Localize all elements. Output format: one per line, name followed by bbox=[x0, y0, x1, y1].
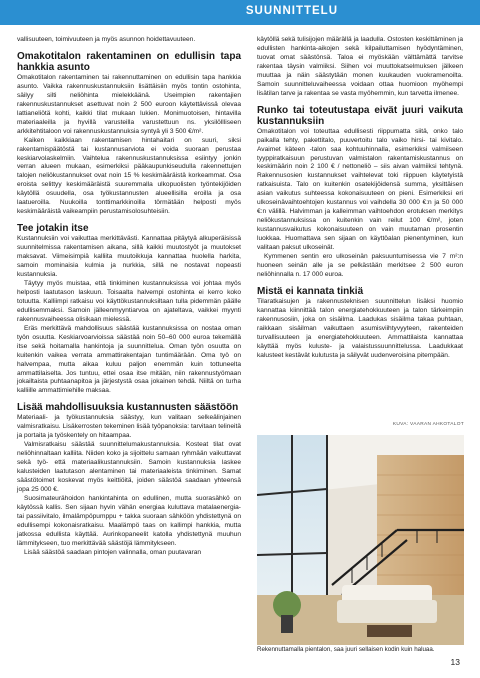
paragraph: Eräs merkittävä mahdollisuus säästää kustannuksissa on nostaa oman työn osuutta. Keskiarvoarvioissa säästää noin 50–60 000 euroa tekemällä itse sekä hoitamalla hankintoja ja suunnittelua. Oman työn osuutta on kuitenkin vaikea verrata ammattirakentajan tuntimäärään. Oma työ on halvempaa, mutta aikaa kuluu paljon enemmän kuin tottuneelta ammattilaiselta. Jos tuntuu, ettei osaa itse mitään, niin rakennustyömaan jokailtaista puhtaanapitoa ja järjestystä osaa jokainen tehdä. Niiltä on turha kalliille ammattimiehille maksaa. bbox=[17, 324, 241, 395]
heading: Lisää mahdollisuuksia kustannusten säästöön bbox=[17, 402, 239, 414]
heading: Mistä ei kannata tinkiä bbox=[257, 285, 364, 297]
paragraph: Kymmenen sentin ero ulkoseinän paksuuntumisessa vie 7 m²:n huoneen seinän alle ja se pelkästään merkitsee 2 500 euron neliöhinnalla n. 17 000 euroa. bbox=[257, 253, 463, 278]
paragraph: Lisää säästöä saadaan pintojen valinnalla, oman puutavaran bbox=[24, 548, 202, 556]
paragraph: Materiaali- ja työkustannuksia säästyy, kun valitaan selkeälinjainen valmisratkaisu. Lisäkerrosten tekeminen lisää työpanoksia: tarvitaan telineitä ja portaita ja työskentely on hitaampaa. bbox=[17, 414, 241, 440]
paragraph: Kaiken kaikkiaan rakentamisen hintahaitari on suuri, siksi rakentamispäätöstä tai kustannusarviota ei voida suoraan perustaa keskiarvolaskelmiin. Vaihtelua rakennuskustannuksissa esiintyy jonkin verran alueen mukaan, esimerkiksi pääkaupunkiseudulla rakennettujen talojen neliökustannukset ovat noin 15 % keskimääräistä korkeammat. Osa eroista selittyy keskimääräistä suuremmalla ulkopuolisten työntekijöiden käytöllä osuudella, osa työkustannusten alueellisilla eroilla ja osa laatueroilla. Nuukoilla tonttimarkkinoilla törmätään helposti myös keskimääräistä vaikeampiin perustamisolosuhteisiin. bbox=[17, 136, 241, 216]
heading: Omakotitalon rakentaminen on edullisin tapa hankkia asunto bbox=[17, 50, 241, 73]
section-header-bar bbox=[0, 0, 480, 25]
paragraph: Valmisratkaisu säästää suunnittelumakustannuksia. Kosteat tilat ovat neliöhinnaltaan kalliita. Niiden koko ja sijoittelu samaan ryhmään vaikuttavat sekä työ- että materiaalikustannuksiin. Samoin kustannuksia laskee kalusteiden laatutason alentaminen tai materiaaleista tinkiminen. Samat säästötoimet koskevat myös keittiöitä, joiden säästöä saadaan yhteensä jopa 25 000 €. bbox=[17, 441, 241, 493]
paragraph: käytöllä sekä tulisijojen määrällä ja laadulla. Ostosten keskittäminen ja edullisten hankinta-aikojen sekä kilpailuttamisen hyödyntäminen, tuovat omat säästönsä. Taloa ei myöskään välttämättä tarvitse rakentaa täysin valmiiksi. Siihen voi muuttokatselmuksen jälkeen muuttaa ja näin säästytään monen kuukauden vuokramenoilta. Samoin suunnitteluvaiheessa voidaan ottaa huomioon myöhempi lisätilan tarve ja rakentaa se vasta myöhemmin, kun tarvetta ilmenee. bbox=[257, 36, 463, 97]
paragraph: Omakotitalon voi toteuttaa edullisesti riippumatta siitä, onko talo paikalla tehty, pakettitalo, puuvertoitu talo vaiko hirsi- tai kivitalo. Avaimet käteen -talon saa kohtuuhinnalla, esimerkiksi valmiiseen tyyppiratkaisuun perustuvan valmistalon rakentamiskustannus on keskimäärin noin 2 100 € / nettoneliö – siis aivan valmiiksi tehtynä. Rakennusosien kustannukset vaihtelevat toki riippuen käytetyistä ratkaisuista. Talo on kuitenkin osatekijöidensä summa, yksittäisen asian vaikutus suhteessa kokonaisuuteen on pieni. Esimerkiksi eri ulkoseinävaihtoehtojen kustannus voi vaihdella 30 000 €:n ja 50 000 €:n välillä. Halvimman ja kalleimman vaihtoehdon erotuksen merkitys neliökustannuksissa on kuitenkin vain reilut 100 €/m², joten kustannusvaikutus kokonaisuuteen on vain muutaman prosentin luokkaa. Huomattava sen sijaan on käyttöalan pienentyminen, kun valitaan paksut ulkoseinät. bbox=[257, 127, 463, 252]
photo-credit: KUVA: VAARAN AHKOTALOT bbox=[392, 422, 464, 427]
paragraph: Omakotitalon rakentaminen tai rakennuttaminen on edullisin tapa hankkia asunto. Vaikka rakennuskustannuksiin lisättäisiin myös tontin ostohinta, säilyy silti neliöhinta mielekkäänä. Useimpien rakentajien rakennuskustannukset asettuvat noin 2 500 euroon käytettävissä olevaa lattianeliötä kohti, kaikki tilat mukaan lukien. Monimuotoisen, hintavilla materiaaleilla ja hyvillä varusteilla varustettuun ns. yksilöllliseen arkkitehtitaloon voi rakennuskustannuksia syntyä yli 3 500 €/m². bbox=[17, 73, 241, 135]
paragraph: Suosimateurähoidon hankintahinta on edullinen, mutta suorasähkö on käytössä kallis. Sen sijaan hyvin vähän energiaa kuluttava matalaenergia- tai passiivitalo, ilmalämpöpumppu + takka suoraan sähköön yhdistettynä on edullisempi kokonaisratkaisu. Maalämpö taas on kallimpi hankkia, mutta jatkossa edullista käyttää. Aurinkopaneelit katolla yhdistettynä muuhun lämmitykseen, tuo merkittävää säästöjä lämmitykseen. bbox=[17, 494, 241, 547]
paragraph: Tilaratkaisujen ja rakennusteknisen suunnittelun lisäksi huomio kannattaa kiinnittää talon energiatehokkuuteen ja talon tärkeimpiin rakennusosiin, joka on sisäilma. Laadukas sisäilma takaa puhtaan, raikkaan sisäilman vaikuttaen asumisviihtyvyyteen, rakenteiden turvallisuuteen ja energiatehokkuuteen. Ammattilaista kannattaa käyttää myös kuluste- ja valaistussuunnittelussa. Laadukkaat kalusteet kestävät kulutusta ja säilyvät uudenveroisina pitempään. bbox=[257, 297, 463, 359]
page-number: 13 bbox=[450, 657, 460, 667]
heading: Runko tai toteutustapa eivät juuri vaikuta kustannuksiin bbox=[257, 104, 463, 127]
section-title: SUUNNITTELU bbox=[245, 5, 338, 17]
photo-caption: Rekennuttamalla pientalon, saa juuri sellaisen kodin kuin haluaa. bbox=[257, 646, 435, 653]
paragraph: vallisuuteen, toimivuuteen ja myös asunnon hoidettavuuteen. bbox=[17, 36, 196, 43]
left-column bbox=[17, 36, 241, 558]
paragraph: Täytyy myös muistaa, että tinkiminen kustannuksissa voi johtaa myös helposti laatutason laskuun. Toisaalta halvempi ostohinta ei kerro koko totuutta. Kalliimpi ratkaisu voi käyttökustannuksiltaan tulla pidemmän päälle edullisemmaksi. Samoin jälleenmyyntiarvoa on ajateltava, vaikkei myynti rakennusvaiheessa olisikaan mielessä. bbox=[17, 279, 241, 323]
interior-photo bbox=[257, 435, 464, 645]
heading: Tee jotakin itse bbox=[17, 223, 89, 235]
right-column bbox=[257, 36, 463, 361]
paragraph: Kustannuksiin voi vaikuttaa merkittävästi. Kannattaa pitäytyä alkuperäisissä suunnitelmissa rakentamisen aikana, sillä kaikki muutostyöt ja muutokset maksavat. Viimeisimpiä kalliita muutoikkuja kannattaa huolella harkita, samoin mominaisia kulmia ja nurkkia, sillä ne nostavat nopeasti kustannuksia. bbox=[17, 235, 241, 279]
